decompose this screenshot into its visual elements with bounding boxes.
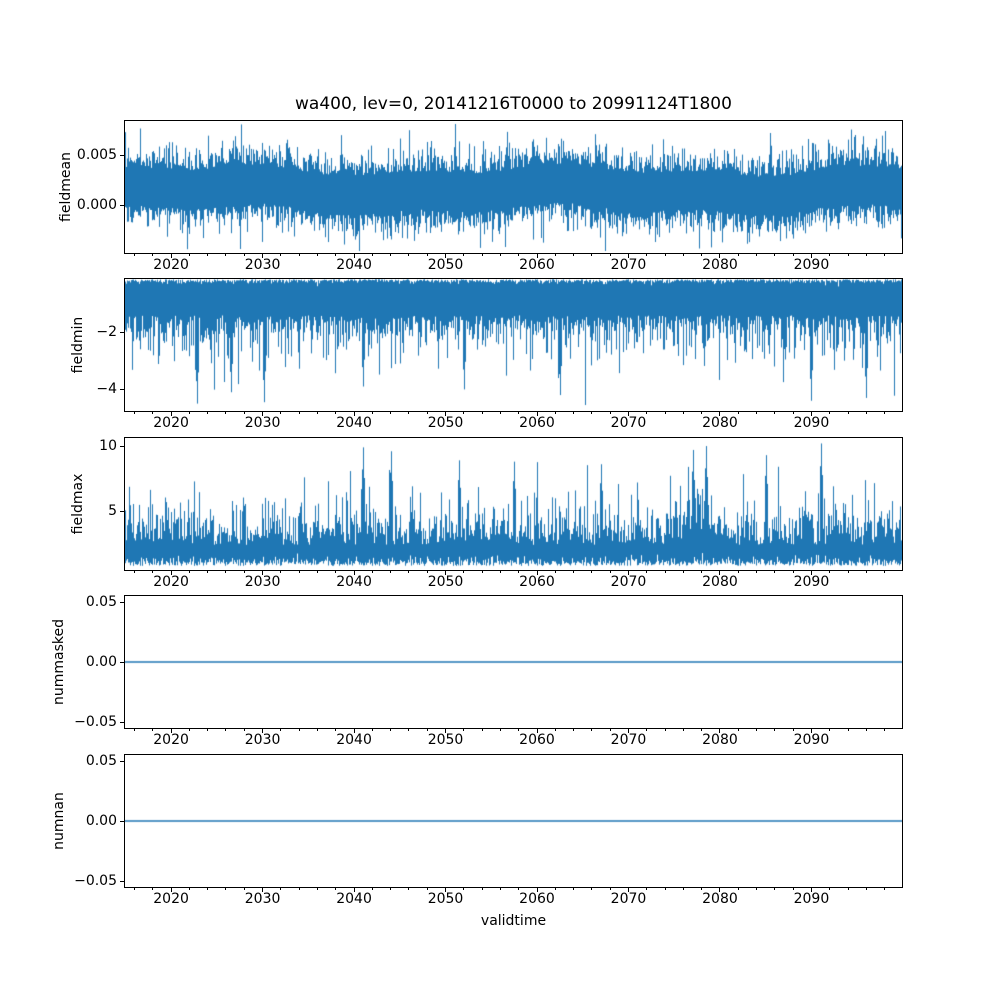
x-tick-label: 2090 [793,574,830,590]
x-minor-tick-mark [189,571,190,573]
y-tick-mark [120,722,124,723]
x-minor-tick-mark [189,412,190,414]
y-tick-label: −0.05 [74,713,117,730]
x-minor-tick-mark [738,254,739,256]
x-minor-tick-mark [189,254,190,256]
x-minor-tick-mark [225,412,226,414]
x-tick-label: 2060 [519,574,555,590]
x-minor-tick-mark [610,729,611,731]
x-tick-label: 2040 [336,574,372,590]
y-tick-label: 0.05 [85,752,117,769]
x-minor-tick-mark [518,888,519,890]
x-minor-tick-mark [756,888,757,890]
x-minor-tick-mark [573,729,574,731]
x-minor-tick-mark [701,729,702,731]
x-minor-tick-mark [134,888,135,890]
x-minor-tick-mark [299,254,300,256]
x-minor-tick-mark [829,571,830,573]
x-minor-tick-mark [884,254,885,256]
x-minor-tick-mark [390,412,391,414]
x-tick-label: 2060 [519,891,555,907]
x-minor-tick-mark [738,412,739,414]
y-tick-mark [120,761,124,762]
x-minor-tick-mark [482,888,483,890]
x-minor-tick-mark [225,888,226,890]
x-minor-tick-mark [317,729,318,731]
x-minor-tick-mark [591,729,592,731]
fieldmean-series-canvas [125,121,902,253]
x-minor-tick-mark [573,888,574,890]
x-tick-label: 2080 [702,415,738,431]
x-minor-tick-mark [518,571,519,573]
x-tick-label: 2090 [793,257,830,273]
x-minor-tick-mark [335,729,336,731]
x-minor-tick-mark [665,888,666,890]
y-tick-mark [120,446,124,447]
x-minor-tick-mark [427,888,428,890]
y-tick-mark [120,511,124,512]
x-minor-tick-mark [555,729,556,731]
x-minor-tick-mark [610,571,611,573]
x-tick-label: 2040 [336,257,372,273]
x-minor-tick-mark [463,729,464,731]
x-minor-tick-mark [408,571,409,573]
x-tick-label: 2060 [519,415,555,431]
x-minor-tick-mark [793,888,794,890]
x-minor-tick-mark [299,412,300,414]
x-minor-tick-mark [591,254,592,256]
x-minor-tick-mark [225,729,226,731]
x-minor-tick-mark [299,888,300,890]
x-minor-tick-mark [317,254,318,256]
x-minor-tick-mark [390,571,391,573]
x-minor-tick-mark [701,571,702,573]
x-tick-label: 2020 [153,415,189,431]
numnan-series-canvas [125,755,902,887]
x-minor-tick-mark [500,729,501,731]
x-minor-tick-mark [463,254,464,256]
x-tick-label: 2020 [153,574,189,590]
x-minor-tick-mark [335,888,336,890]
x-minor-tick-mark [848,254,849,256]
x-minor-tick-mark [866,888,867,890]
x-tick-label: 2070 [610,257,647,273]
x-tick-label: 2080 [702,257,738,273]
x-tick-label: 2080 [702,732,738,748]
x-minor-tick-mark [225,254,226,256]
x-tick-label: 2020 [153,732,189,748]
x-minor-tick-mark [884,729,885,731]
x-minor-tick-mark [427,571,428,573]
x-minor-tick-mark [829,729,830,731]
x-minor-tick-mark [335,571,336,573]
x-minor-tick-mark [207,571,208,573]
x-minor-tick-mark [829,412,830,414]
y-tick-label: −0.05 [74,872,117,889]
x-minor-tick-mark [701,888,702,890]
x-minor-tick-mark [738,571,739,573]
fieldmax-series-canvas [125,438,902,570]
x-tick-label: 2050 [427,257,464,273]
subplot-nummasked [124,595,903,729]
x-minor-tick-mark [573,412,574,414]
x-minor-tick-mark [134,571,135,573]
subplot-fieldmax [124,437,903,571]
x-tick-label: 2060 [519,257,555,273]
y-tick-label: −2 [96,323,117,340]
x-minor-tick-mark [738,729,739,731]
x-minor-tick-mark [500,888,501,890]
y-tick-label: −4 [96,380,117,397]
x-minor-tick-mark [372,412,373,414]
x-minor-tick-mark [646,729,647,731]
x-minor-tick-mark [518,729,519,731]
x-minor-tick-mark [683,412,684,414]
x-minor-tick-mark [774,729,775,731]
x-minor-tick-mark [829,888,830,890]
x-minor-tick-mark [134,254,135,256]
x-minor-tick-mark [207,254,208,256]
x-minor-tick-mark [244,571,245,573]
x-minor-tick-mark [207,729,208,731]
x-minor-tick-mark [152,571,153,573]
x-tick-label: 2020 [153,891,189,907]
x-minor-tick-mark [555,412,556,414]
x-minor-tick-mark [463,412,464,414]
x-minor-tick-mark [610,888,611,890]
x-minor-tick-mark [665,254,666,256]
y-tick-mark [120,205,124,206]
x-tick-label: 2060 [519,732,555,748]
subplot-fieldmean [124,120,903,254]
x-minor-tick-mark [848,412,849,414]
x-minor-tick-mark [134,729,135,731]
x-minor-tick-mark [134,412,135,414]
x-minor-tick-mark [372,571,373,573]
x-minor-tick-mark [848,729,849,731]
x-minor-tick-mark [683,888,684,890]
y-tick-mark [120,881,124,882]
x-minor-tick-mark [866,729,867,731]
x-minor-tick-mark [390,888,391,890]
x-minor-tick-mark [482,571,483,573]
x-tick-label: 2090 [793,891,830,907]
x-minor-tick-mark [774,888,775,890]
ylabel-fieldmin: fieldmin [70,316,86,374]
x-minor-tick-mark [610,412,611,414]
x-tick-label: 2070 [610,891,647,907]
x-tick-label: 2040 [336,732,372,748]
x-minor-tick-mark [152,254,153,256]
x-minor-tick-mark [884,888,885,890]
x-tick-label: 2050 [427,891,464,907]
x-minor-tick-mark [774,412,775,414]
y-tick-label: 5 [108,502,117,519]
x-minor-tick-mark [408,888,409,890]
x-minor-tick-mark [793,729,794,731]
x-minor-tick-mark [866,254,867,256]
subplot-fieldmin [124,278,903,412]
x-tick-label: 2080 [702,891,738,907]
x-minor-tick-mark [756,412,757,414]
x-minor-tick-mark [646,412,647,414]
x-tick-label: 2030 [244,891,281,907]
x-minor-tick-mark [701,412,702,414]
x-minor-tick-mark [591,412,592,414]
x-minor-tick-mark [646,888,647,890]
x-tick-label: 2070 [610,732,647,748]
x-minor-tick-mark [573,571,574,573]
x-minor-tick-mark [866,412,867,414]
x-tick-label: 2030 [244,415,281,431]
x-minor-tick-mark [500,254,501,256]
x-minor-tick-mark [793,571,794,573]
x-minor-tick-mark [244,888,245,890]
x-minor-tick-mark [427,412,428,414]
x-tick-label: 2050 [427,415,464,431]
x-minor-tick-mark [390,729,391,731]
x-minor-tick-mark [280,254,281,256]
x-minor-tick-mark [207,888,208,890]
x-tick-label: 2030 [244,257,281,273]
x-minor-tick-mark [518,254,519,256]
x-minor-tick-mark [738,888,739,890]
x-minor-tick-mark [408,729,409,731]
x-minor-tick-mark [756,571,757,573]
x-minor-tick-mark [610,254,611,256]
x-minor-tick-mark [665,412,666,414]
y-tick-label: 0.005 [76,146,117,163]
x-minor-tick-mark [335,412,336,414]
x-minor-tick-mark [408,254,409,256]
ylabel-nummasked: nummasked [51,619,67,706]
x-minor-tick-mark [774,254,775,256]
x-minor-tick-mark [848,571,849,573]
fieldmin-series-canvas [125,279,902,411]
y-tick-mark [120,662,124,663]
x-tick-label: 2040 [336,415,372,431]
x-minor-tick-mark [482,254,483,256]
x-minor-tick-mark [555,571,556,573]
x-minor-tick-mark [683,729,684,731]
x-minor-tick-mark [500,571,501,573]
x-minor-tick-mark [683,571,684,573]
x-minor-tick-mark [152,888,153,890]
x-minor-tick-mark [591,888,592,890]
x-minor-tick-mark [280,729,281,731]
x-tick-label: 2020 [153,257,189,273]
x-minor-tick-mark [280,412,281,414]
x-minor-tick-mark [189,888,190,890]
xlabel-validtime: validtime [480,913,547,929]
y-tick-label: 0.05 [85,593,117,610]
y-tick-mark [120,389,124,390]
x-tick-label: 2090 [793,732,830,748]
x-minor-tick-mark [317,412,318,414]
y-tick-label: 0.000 [76,196,117,213]
x-minor-tick-mark [665,571,666,573]
x-minor-tick-mark [482,729,483,731]
x-minor-tick-mark [408,412,409,414]
y-tick-mark [120,332,124,333]
x-minor-tick-mark [372,888,373,890]
y-tick-mark [120,155,124,156]
x-minor-tick-mark [372,729,373,731]
x-minor-tick-mark [427,254,428,256]
x-minor-tick-mark [774,571,775,573]
x-minor-tick-mark [244,254,245,256]
subplot-numnan [124,754,903,888]
x-tick-label: 2040 [336,891,372,907]
x-minor-tick-mark [152,729,153,731]
x-minor-tick-mark [756,254,757,256]
x-tick-label: 2080 [702,574,738,590]
x-minor-tick-mark [518,412,519,414]
x-minor-tick-mark [573,254,574,256]
y-tick-mark [120,602,124,603]
x-minor-tick-mark [280,888,281,890]
x-tick-label: 2070 [610,415,647,431]
y-tick-label: 10 [99,437,117,454]
y-tick-mark [120,821,124,822]
x-minor-tick-mark [884,412,885,414]
chart-title: wa400, lev=0, 20141216T0000 to 20991124T1800 [295,94,732,114]
x-minor-tick-mark [683,254,684,256]
x-tick-label: 2030 [244,732,281,748]
ylabel-numnan: numnan [51,792,67,850]
x-minor-tick-mark [463,571,464,573]
x-minor-tick-mark [244,412,245,414]
x-minor-tick-mark [555,888,556,890]
x-minor-tick-mark [390,254,391,256]
x-tick-label: 2030 [244,574,281,590]
x-minor-tick-mark [591,571,592,573]
ylabel-fieldmax: fieldmax [70,473,86,535]
x-tick-label: 2050 [427,732,464,748]
nummasked-series-canvas [125,596,902,728]
x-minor-tick-mark [848,888,849,890]
x-minor-tick-mark [701,254,702,256]
x-tick-label: 2050 [427,574,464,590]
x-minor-tick-mark [317,571,318,573]
x-tick-label: 2090 [793,415,830,431]
x-minor-tick-mark [555,254,556,256]
x-minor-tick-mark [646,254,647,256]
x-minor-tick-mark [299,571,300,573]
x-minor-tick-mark [500,412,501,414]
ylabel-fieldmean: fieldmean [58,152,74,222]
x-minor-tick-mark [427,729,428,731]
x-minor-tick-mark [829,254,830,256]
x-minor-tick-mark [152,412,153,414]
x-minor-tick-mark [207,412,208,414]
x-minor-tick-mark [793,254,794,256]
x-minor-tick-mark [646,571,647,573]
x-tick-label: 2070 [610,574,647,590]
x-minor-tick-mark [280,571,281,573]
x-minor-tick-mark [884,571,885,573]
x-minor-tick-mark [463,888,464,890]
x-minor-tick-mark [756,729,757,731]
x-minor-tick-mark [317,888,318,890]
x-minor-tick-mark [225,571,226,573]
x-minor-tick-mark [482,412,483,414]
x-minor-tick-mark [335,254,336,256]
x-minor-tick-mark [866,571,867,573]
x-minor-tick-mark [793,412,794,414]
y-tick-label: 0.00 [85,812,117,829]
y-tick-label: 0.00 [85,653,117,670]
x-minor-tick-mark [189,729,190,731]
x-minor-tick-mark [244,729,245,731]
x-minor-tick-mark [372,254,373,256]
x-minor-tick-mark [665,729,666,731]
x-minor-tick-mark [299,729,300,731]
